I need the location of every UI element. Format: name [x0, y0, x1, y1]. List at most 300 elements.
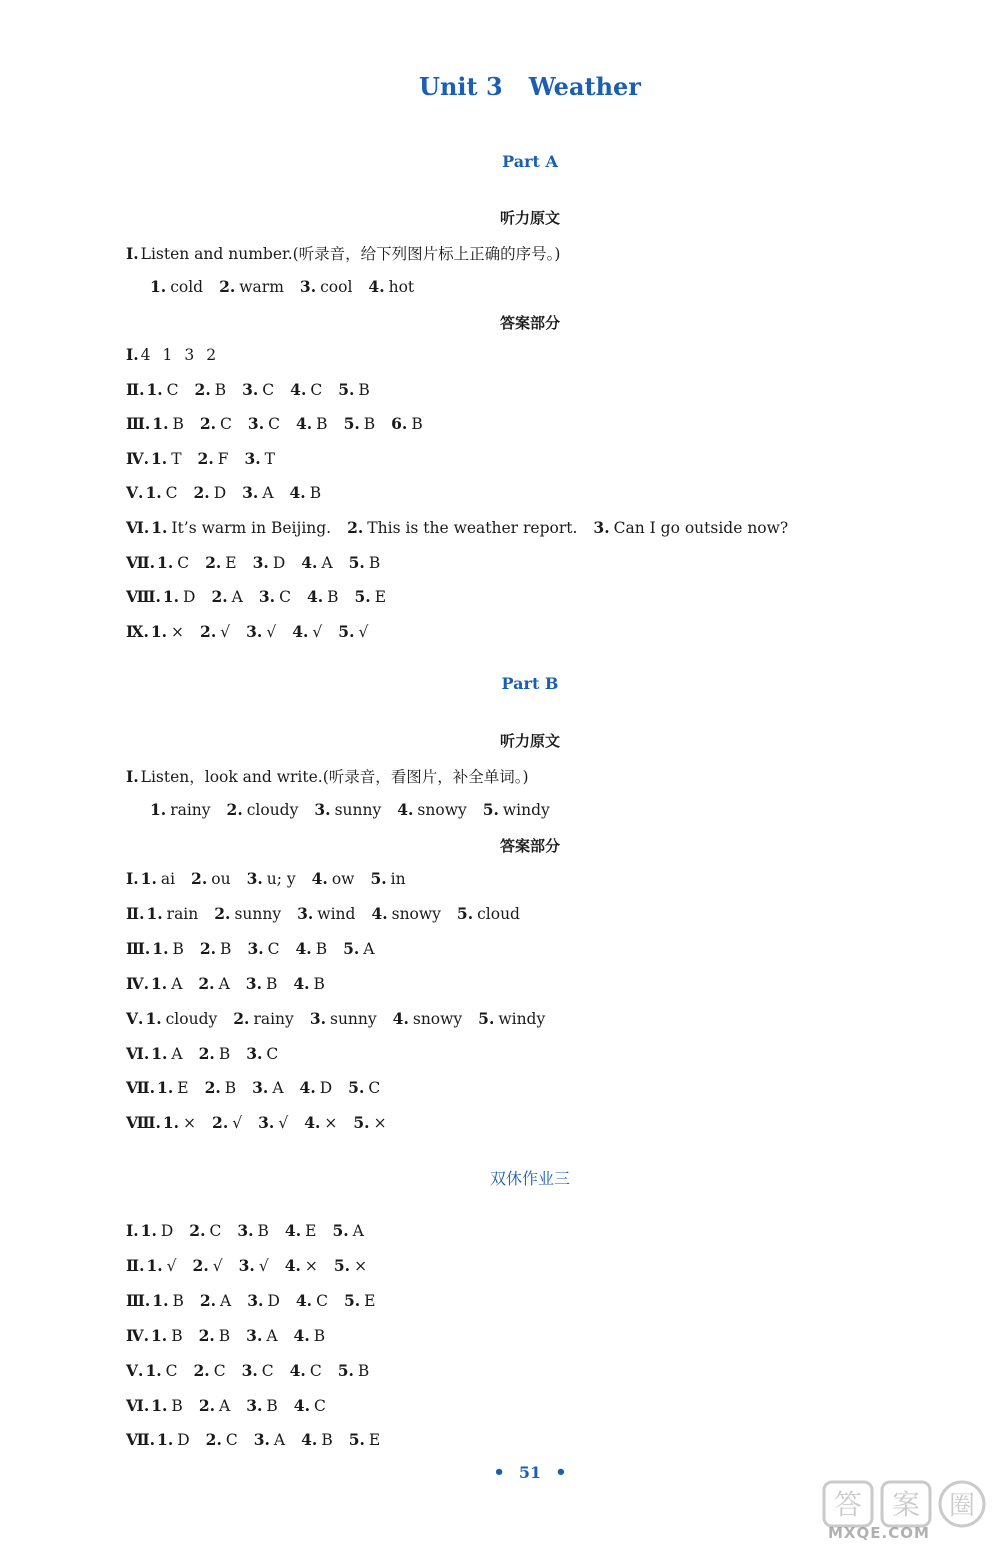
answer-item — [146, 1257, 176, 1275]
item-number: 3. — [246, 621, 263, 641]
answer-item — [146, 905, 198, 923]
item-number: 4. — [293, 973, 310, 993]
item-text: E — [368, 1431, 381, 1450]
answer-row — [126, 1113, 403, 1132]
item-text: snowy — [417, 801, 467, 819]
item-text: D — [213, 484, 227, 503]
answer-item — [151, 450, 182, 468]
answer-row — [126, 1396, 342, 1415]
answer-item — [146, 381, 178, 399]
item-text: × — [354, 1256, 368, 1275]
roman-numeral: Ⅴ. — [126, 1008, 144, 1028]
item-text: √ — [232, 1114, 243, 1133]
answer-item — [483, 801, 550, 819]
answer-item — [200, 623, 230, 641]
item-number: 2. — [194, 379, 211, 399]
item-number: 1. — [152, 1290, 169, 1310]
answer-item — [157, 554, 189, 572]
answer-item — [219, 278, 284, 296]
item-number: 2. — [198, 1043, 215, 1063]
item-number: 1. — [157, 1078, 174, 1098]
answer-item — [151, 1045, 182, 1063]
item-text: in — [390, 870, 406, 888]
answer-item — [214, 905, 281, 923]
answer-item — [205, 1079, 237, 1097]
answer-item — [141, 1222, 174, 1240]
roman-numeral: Ⅲ. — [126, 938, 151, 958]
item-text: C — [213, 1361, 226, 1380]
item-number: 5. — [348, 1430, 365, 1450]
answer-row — [126, 1256, 383, 1275]
watermark-char-3: 圈 — [948, 1491, 976, 1521]
item-text: A — [171, 1044, 183, 1063]
item-number: 5. — [338, 621, 355, 641]
item-number: 2. — [214, 903, 231, 923]
item-number: 3. — [246, 1043, 263, 1063]
item-text: A — [352, 1222, 364, 1240]
item-number: 3. — [247, 938, 264, 958]
answer-item — [237, 1222, 269, 1240]
roman-numeral: Ⅳ. — [126, 973, 149, 993]
answer-item — [355, 588, 387, 606]
item-number: 4. — [293, 1395, 310, 1415]
item-text: C — [262, 380, 275, 399]
answer-item — [141, 346, 151, 364]
item-number: 5. — [338, 379, 355, 399]
item-number: 3. — [258, 587, 276, 607]
item-text: 4 — [140, 346, 151, 364]
answer-item — [200, 1292, 231, 1310]
item-text: cold — [170, 278, 204, 296]
answer-item — [247, 940, 279, 958]
part-a-heading: Part A — [502, 152, 558, 171]
answer-item — [157, 1431, 190, 1449]
answer-item — [301, 554, 332, 572]
item-text: B — [313, 974, 325, 993]
item-text: hot — [388, 278, 415, 296]
answer-item — [211, 588, 242, 606]
item-number: 4. — [304, 1113, 321, 1133]
answer-item — [457, 905, 520, 923]
item-text: B — [266, 1396, 278, 1415]
item-text: D — [272, 553, 286, 572]
item-number: 2. — [200, 621, 217, 641]
answer-item — [246, 1327, 277, 1345]
item-text: E — [374, 588, 387, 607]
answer-item — [198, 450, 229, 468]
item-text: E — [305, 1222, 317, 1240]
item-text: This is the weather report. — [367, 519, 578, 537]
answer-item — [199, 1397, 230, 1415]
roman-numeral: Ⅲ. — [126, 414, 151, 434]
page-number: • 51 • — [493, 1462, 567, 1483]
item-number: 1. — [150, 277, 167, 296]
part-b-transcript-instruction — [126, 765, 529, 787]
item-number: 5. — [478, 1008, 495, 1028]
item-number: 2. — [198, 1325, 215, 1345]
item-text: B — [218, 1044, 231, 1063]
item-number: 1. — [146, 1255, 163, 1275]
item-number: 4. — [392, 1008, 409, 1028]
item-number: 4. — [301, 1430, 318, 1450]
item-text: E — [225, 553, 237, 572]
item-number: 4. — [306, 587, 324, 607]
answer-item — [312, 870, 355, 888]
item-text: sunny — [234, 904, 282, 923]
answer-item — [344, 415, 376, 433]
item-text: A — [321, 553, 333, 572]
item-number: 4. — [289, 483, 306, 503]
answer-item — [259, 588, 291, 606]
part-a-transcript-items — [150, 277, 430, 296]
page-number-value: 51 — [518, 1463, 542, 1482]
item-number: 1. — [152, 414, 169, 434]
answer-item — [199, 1045, 231, 1063]
item-number: 1. — [162, 587, 180, 607]
answer-row — [126, 518, 804, 537]
item-text: A — [266, 1326, 278, 1345]
answer-item — [246, 1397, 278, 1415]
answer-row — [126, 1430, 396, 1449]
item-number: 2. — [204, 1078, 221, 1098]
item-number: 3. — [246, 869, 263, 888]
item-text: B — [171, 1396, 183, 1415]
answer-item — [151, 975, 182, 993]
answer-item — [152, 940, 184, 958]
item-number: 1. — [152, 938, 169, 958]
answer-item — [151, 623, 184, 641]
item-text: rainy — [253, 1009, 294, 1028]
answer-item — [200, 415, 232, 433]
item-text: C — [268, 415, 280, 434]
item-number: 4. — [284, 1255, 301, 1275]
item-text: C — [220, 415, 232, 434]
answer-item — [338, 623, 368, 641]
item-number: 2. — [199, 414, 217, 434]
item-number: 3. — [247, 414, 265, 434]
item-number: 5. — [353, 1113, 370, 1133]
item-text: × — [304, 1256, 318, 1275]
roman-numeral: Ⅳ. — [126, 448, 149, 468]
part-a-transcript-heading: 听力原文 — [499, 209, 560, 227]
item-number: 2. — [226, 800, 243, 819]
item-text: C — [166, 380, 179, 399]
item-number: 3. — [244, 448, 261, 468]
answer-item — [242, 1362, 274, 1380]
part-b-heading: Part B — [501, 674, 559, 693]
item-text: C — [316, 1291, 328, 1310]
item-text: E — [177, 1079, 189, 1098]
item-text: ou — [211, 870, 231, 888]
item-number: 5. — [343, 1290, 361, 1310]
item-number: 4. — [295, 414, 313, 434]
item-number: 2. — [199, 938, 217, 958]
answer-item — [247, 1292, 280, 1310]
item-text: C — [267, 939, 280, 958]
item-text: √ — [312, 622, 323, 641]
roman-numeral: Ⅱ. — [126, 903, 145, 923]
item-text: A — [218, 974, 230, 993]
item-number: 2. — [193, 1360, 210, 1380]
item-text: B — [316, 415, 328, 434]
answer-item — [297, 905, 355, 923]
item-number: 4. — [295, 1290, 313, 1310]
answer-item — [293, 975, 325, 993]
item-text: B — [358, 380, 370, 399]
item-number: 3. — [299, 277, 317, 296]
item-text: √ — [278, 1114, 289, 1133]
answer-item — [246, 623, 276, 641]
answer-row — [126, 1361, 385, 1380]
item-number: 4. — [311, 869, 328, 888]
answer-row — [126, 553, 396, 572]
item-number: 2. — [219, 277, 236, 296]
item-text: cool — [320, 278, 353, 296]
item-number: 4. — [292, 621, 309, 641]
answer-item — [344, 1292, 376, 1310]
answer-item — [338, 381, 370, 399]
item-number: 1. — [146, 903, 163, 923]
answer-row — [126, 1009, 561, 1028]
answer-item — [199, 1327, 231, 1345]
roman-numeral: Ⅶ. — [126, 1078, 156, 1098]
answer-item — [145, 1362, 177, 1380]
roman-numeral: Ⅳ. — [126, 1325, 149, 1345]
answer-item — [152, 415, 184, 433]
part-b-transcript-items — [150, 800, 566, 819]
item-number: 5. — [343, 414, 360, 434]
item-number: 3. — [242, 483, 259, 503]
answer-item — [304, 1114, 337, 1132]
item-text: B — [313, 1326, 326, 1345]
item-text: A — [262, 484, 274, 503]
item-text: A — [219, 1396, 231, 1415]
answer-item — [145, 484, 177, 502]
answer-row — [126, 904, 536, 923]
item-text: B — [224, 1079, 237, 1098]
roman-numeral: Ⅰ. — [126, 1221, 139, 1240]
item-number: 2. — [198, 1395, 215, 1415]
item-number: 3. — [252, 552, 269, 572]
answer-item — [300, 278, 353, 296]
answer-row — [126, 1078, 396, 1097]
item-number: 1. — [145, 1008, 162, 1028]
item-number: 1. — [145, 483, 162, 503]
answer-item — [252, 1079, 283, 1097]
answer-item — [141, 870, 175, 888]
item-text: D — [160, 1222, 174, 1240]
item-number: 2. — [347, 518, 364, 537]
item-number: 5. — [348, 1078, 365, 1098]
item-number: 1. — [162, 1113, 180, 1133]
item-text: A — [272, 1079, 284, 1098]
roman-numeral: Ⅶ. — [126, 552, 156, 572]
answer-item — [334, 1257, 367, 1275]
item-text: C — [225, 1431, 238, 1450]
item-text: C — [368, 1079, 381, 1098]
answer-item — [145, 1010, 217, 1028]
item-number: 1. — [145, 1360, 162, 1380]
item-number: 4. — [371, 903, 388, 923]
item-number: 1. — [146, 379, 163, 399]
item-text: windy — [502, 801, 550, 819]
answer-item — [184, 346, 194, 364]
roman-numeral: Ⅴ. — [126, 1360, 144, 1380]
answer-item — [349, 1431, 381, 1449]
answer-item — [200, 940, 232, 958]
item-text: B — [171, 1326, 183, 1345]
answer-item — [294, 1397, 326, 1415]
item-text: C — [279, 588, 291, 607]
item-number: 1. — [151, 1395, 168, 1415]
item-number: 3. — [253, 1430, 270, 1450]
answer-item — [233, 1010, 294, 1028]
weekend-homework-heading: 双休作业三 — [489, 1169, 570, 1188]
item-text: sunny — [330, 1009, 377, 1028]
item-text: F — [217, 449, 229, 468]
item-text: warm — [239, 278, 284, 296]
answer-item — [242, 381, 274, 399]
answer-item — [348, 1079, 380, 1097]
answer-item — [301, 1431, 333, 1449]
answer-item — [247, 870, 296, 888]
roman-numeral: Ⅴ. — [126, 483, 144, 503]
answer-item — [254, 1431, 285, 1449]
item-text: B — [265, 974, 278, 993]
item-text: √ — [258, 1256, 269, 1275]
answer-item — [253, 554, 286, 572]
item-number: 1. — [151, 973, 168, 993]
item-text: Can I go outside now? — [613, 519, 789, 537]
answer-item — [157, 1079, 189, 1097]
answer-item — [368, 278, 414, 296]
answer-row — [126, 587, 402, 606]
item-text: C — [310, 380, 323, 399]
item-number: 5. — [343, 938, 360, 958]
roman-numeral: Ⅵ. — [126, 1395, 150, 1415]
roman-numeral: Ⅸ. — [126, 621, 149, 641]
answer-item — [290, 381, 322, 399]
item-text: cloudy — [246, 801, 299, 819]
answer-item — [150, 278, 203, 296]
item-text: B — [172, 415, 184, 434]
item-number: 6. — [391, 414, 408, 434]
answer-row — [126, 1221, 380, 1240]
item-text: It’s warm in Beijing. — [171, 519, 332, 537]
item-text: √ — [220, 622, 231, 641]
item-number: 3. — [246, 1325, 263, 1345]
item-text: A — [231, 588, 243, 607]
item-number: 2. — [199, 1290, 217, 1310]
item-text: B — [218, 1326, 231, 1345]
item-number: 1. — [151, 1325, 168, 1345]
item-text: √ — [266, 622, 277, 641]
answer-row — [126, 414, 439, 433]
answer-item — [239, 1257, 269, 1275]
item-text: snowy — [391, 904, 441, 923]
answer-row — [126, 345, 228, 364]
answer-row — [126, 622, 384, 641]
answer-item — [212, 1114, 242, 1132]
answer-item — [151, 519, 331, 537]
answer-item — [194, 484, 227, 502]
item-number: 4. — [397, 800, 414, 819]
answer-item — [163, 346, 173, 364]
answer-row — [126, 449, 291, 468]
item-number: 4. — [290, 379, 307, 399]
item-text: B — [172, 939, 184, 958]
answer-item — [332, 1222, 363, 1240]
item-number: 3. — [242, 379, 259, 399]
item-number: 1. — [140, 869, 157, 888]
item-number: 3. — [237, 1221, 254, 1240]
item-text: D — [177, 1431, 190, 1450]
answer-item — [593, 519, 788, 537]
item-number: 1. — [151, 448, 168, 468]
item-number: 3. — [245, 973, 262, 993]
watermark-char-2: 案 — [891, 1488, 921, 1521]
answer-item — [258, 1114, 288, 1132]
answer-item — [152, 1292, 184, 1310]
item-number: 2. — [189, 1221, 206, 1240]
item-number: 5. — [482, 800, 499, 819]
item-text: B — [357, 1361, 370, 1380]
answer-item — [296, 1292, 328, 1310]
answer-item — [347, 519, 577, 537]
answer-row — [126, 1044, 294, 1063]
item-text: D — [319, 1079, 333, 1098]
roman-numeral: Ⅵ. — [126, 518, 150, 537]
answer-item — [242, 484, 273, 502]
answer-item — [310, 1010, 377, 1028]
item-number: 2. — [211, 587, 228, 607]
item-number: 5. — [332, 1221, 349, 1240]
item-text: C — [165, 484, 178, 503]
roman-numeral: Ⅲ. — [126, 1290, 151, 1310]
answer-item — [246, 1045, 278, 1063]
answer-item — [248, 415, 280, 433]
answer-item — [296, 415, 328, 433]
answer-item — [478, 1010, 545, 1028]
watermark-char-1: 答 — [833, 1488, 863, 1521]
item-number: 4. — [368, 277, 385, 296]
item-text: T — [264, 449, 276, 468]
answer-row — [126, 974, 341, 993]
item-number: 5. — [456, 903, 474, 923]
item-number: 4. — [295, 938, 312, 958]
roman-numeral: Ⅶ. — [126, 1430, 156, 1450]
item-number: 1. — [151, 518, 168, 537]
part-a-transcript-instruction — [126, 242, 560, 264]
instruction-text: Listen and number.(听录音，给下列图片标上正确的序号。) — [140, 245, 561, 263]
item-number: 2. — [198, 973, 215, 993]
item-text: B — [315, 939, 328, 958]
item-text: B — [321, 1431, 333, 1450]
answer-item — [189, 1222, 221, 1240]
item-number: 1. — [150, 621, 168, 641]
item-text: rainy — [170, 801, 211, 819]
item-number: 1. — [140, 1221, 157, 1240]
item-text: C — [309, 1361, 322, 1380]
answer-item — [285, 1222, 317, 1240]
answer-item — [193, 1257, 223, 1275]
answer-row — [126, 939, 390, 958]
item-number: 4. — [301, 552, 318, 572]
item-number: 1. — [150, 800, 167, 819]
item-text: ai — [160, 870, 176, 888]
item-text: B — [172, 1291, 184, 1310]
item-text: windy — [498, 1009, 546, 1028]
